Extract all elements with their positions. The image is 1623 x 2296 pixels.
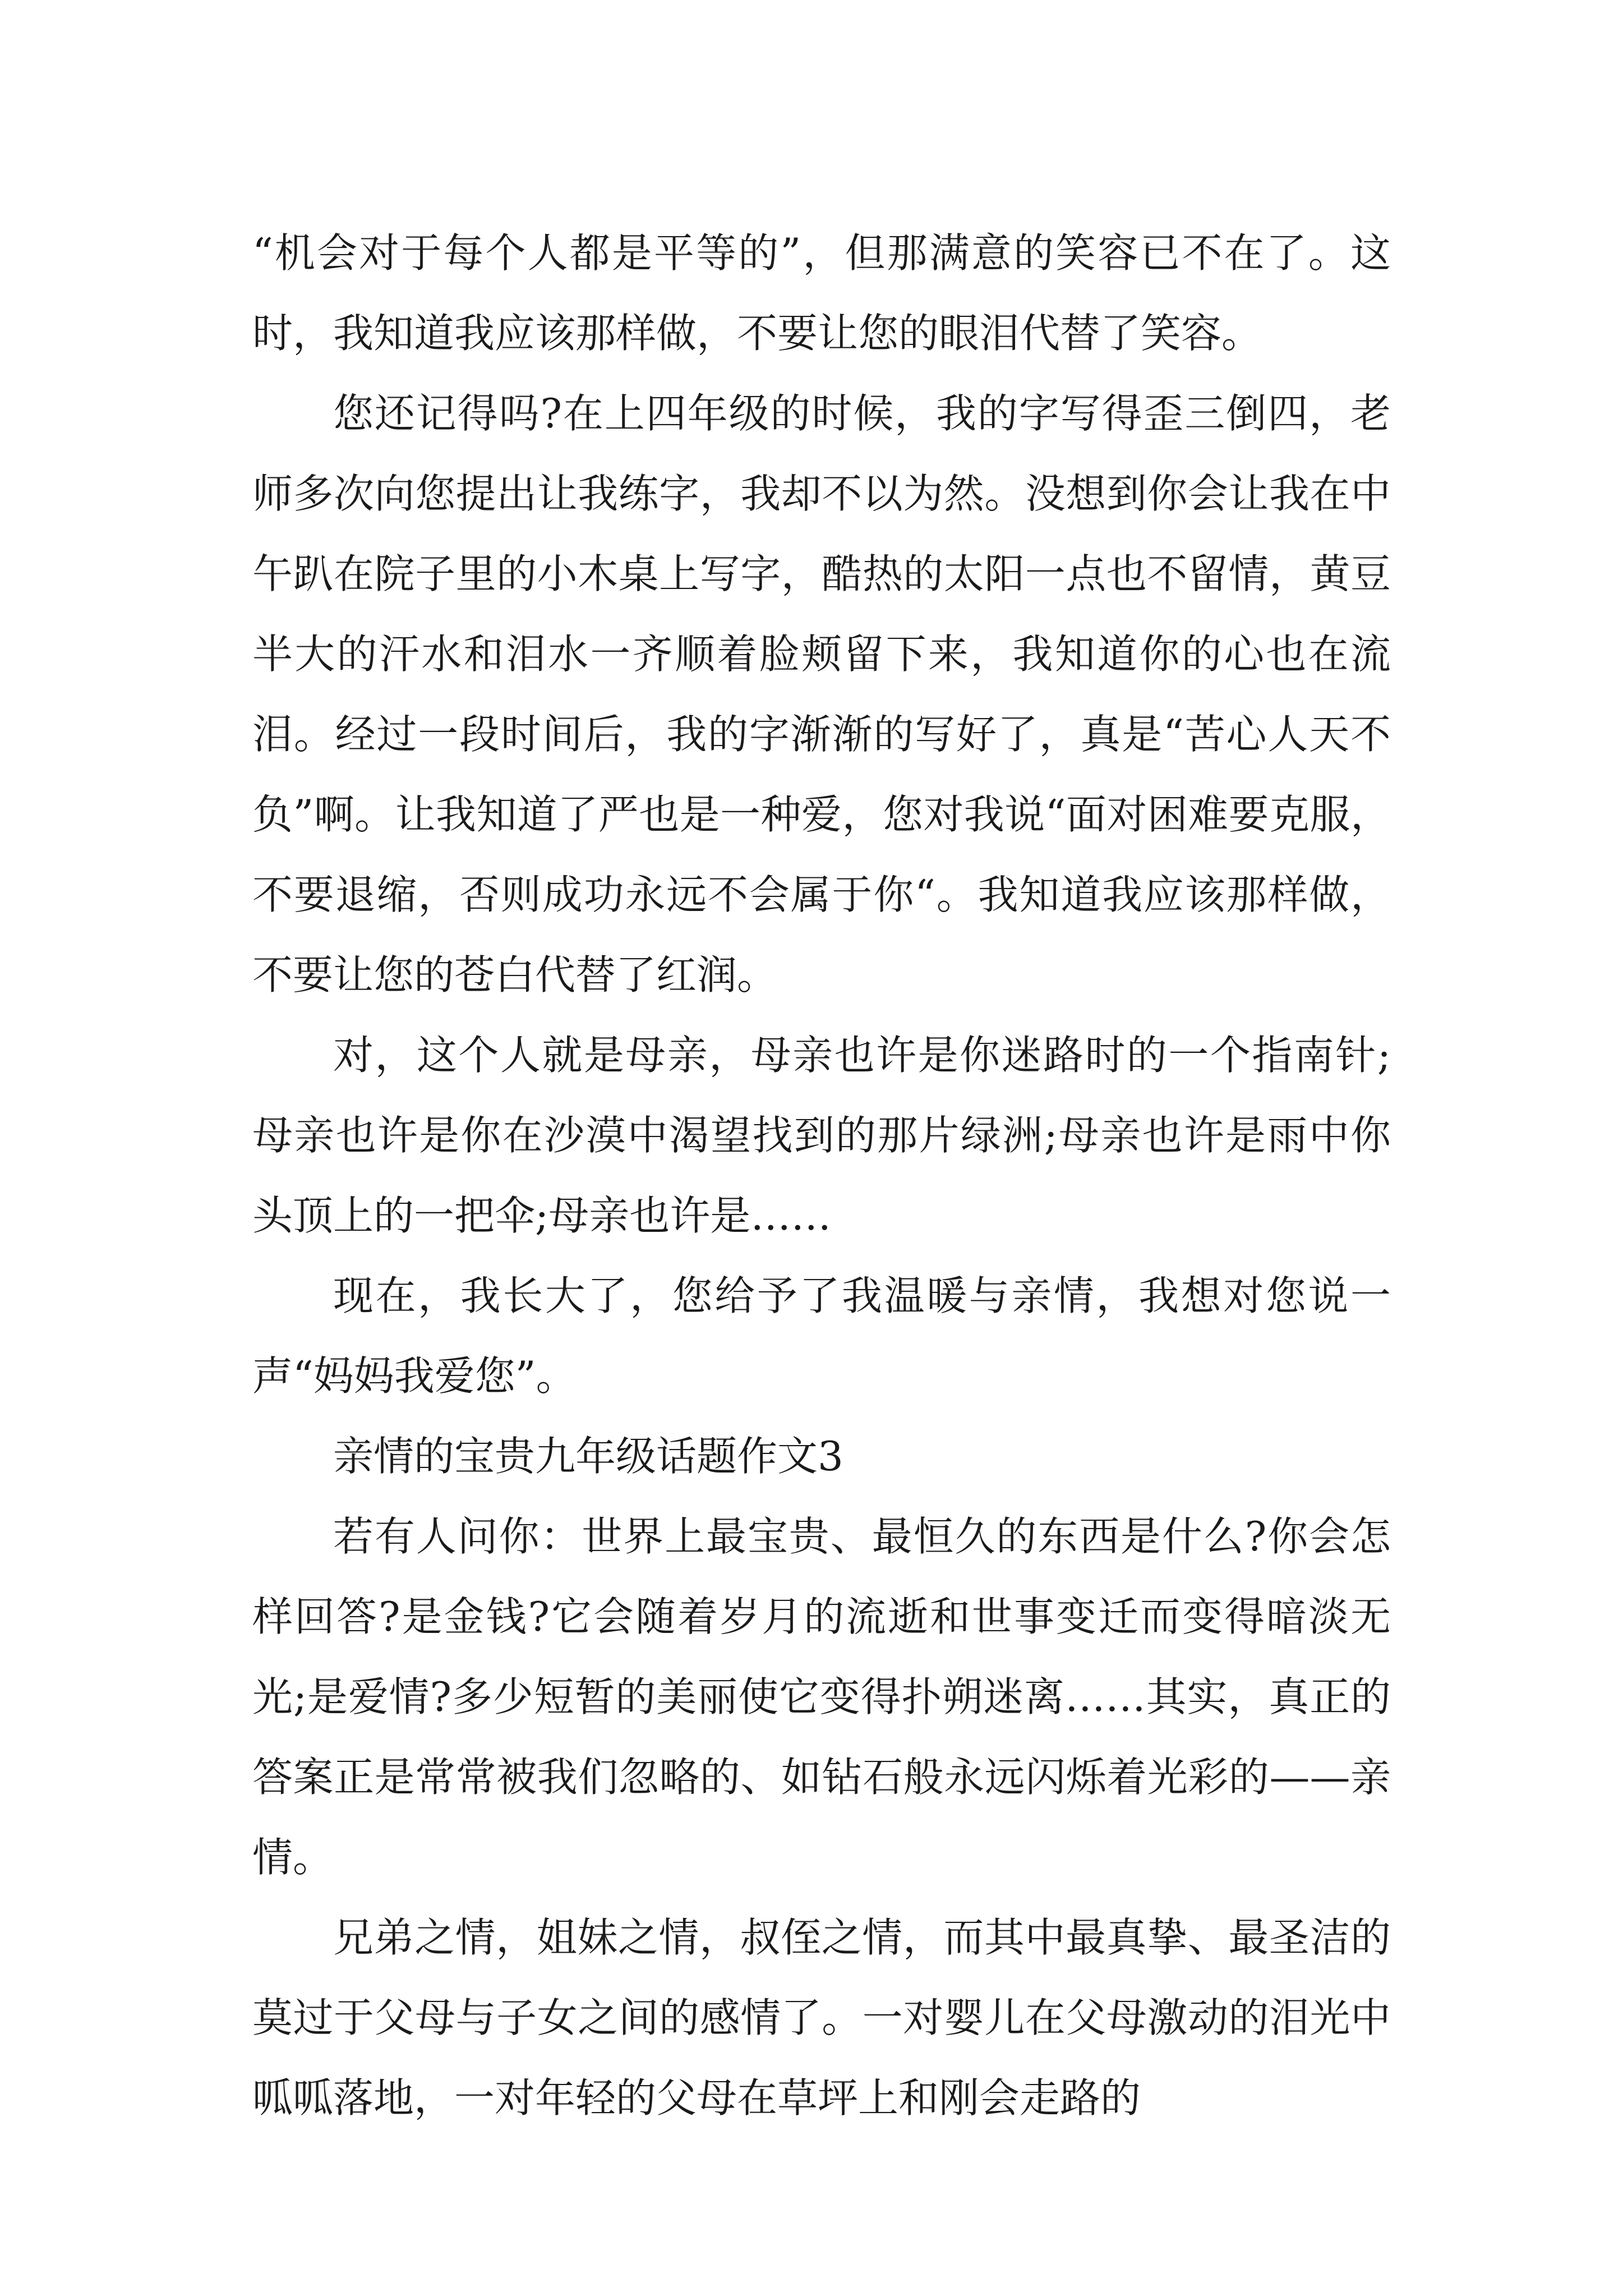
section-heading: 亲情的宝贵九年级话题作文3 (333, 1433, 843, 1480)
paragraph: 现在，我长大了，您给予了我温暖与亲情，我想对您说一声“妈妈我爱您”。 (252, 1272, 1391, 1400)
paragraph: “机会对于每个人都是平等的”，但那满意的笑容已不在了。这时，我知道我应该那样做，不要让您的眼泪代替了笑容。 (252, 229, 1391, 357)
paragraph: 兄弟之情，姐妹之情，叔侄之情，而其中最真挚、最圣洁的莫过于父母与子女之间的感情了。一对婴儿在父母激动的泪光中呱呱落地，一对年轻的父母在草坪上和刚会走路的 (252, 1914, 1391, 2122)
paragraph: 若有人问你：世界上最宝贵、最恒久的东西是什么?你会怎样回答?是金钱?它会随着岁月的流逝和世事变迁而变得暗淡无光;是爱情?多少短暂的美丽使它变得扑朔迷离……其实，真正的答案正是常常被我们忽略的、如钻石般永远闪烁着光彩的——亲情。 (252, 1513, 1391, 1881)
paragraph: 您还记得吗?在上四年级的时候，我的字写得歪三倒四，老师多次向您提出让我练字，我却不以为然。没想到你会让我在中午趴在院子里的小木桌上写字，酷热的太阳一点也不留情，黄豆半大的汗水和泪水一齐顺着脸颊留下来，我知道你的心也在流泪。经过一段时间后，我的字渐渐的写好了，真是“苦心人天不负”啊。让我知道了严也是一种爱，您对我说“面对困难要克服，不要退缩，否则成功永远不会属于你“。我知道我应该那样做，不要让您的苍白代替了红润。 (252, 390, 1391, 999)
document-body (252, 213, 1391, 2138)
paragraph: 对，这个人就是母亲，母亲也许是你迷路时的一个指南针;母亲也许是你在沙漠中渴望找到的那片绿洲;母亲也许是雨中你头顶上的一把伞;母亲也许是…… (252, 1032, 1391, 1239)
